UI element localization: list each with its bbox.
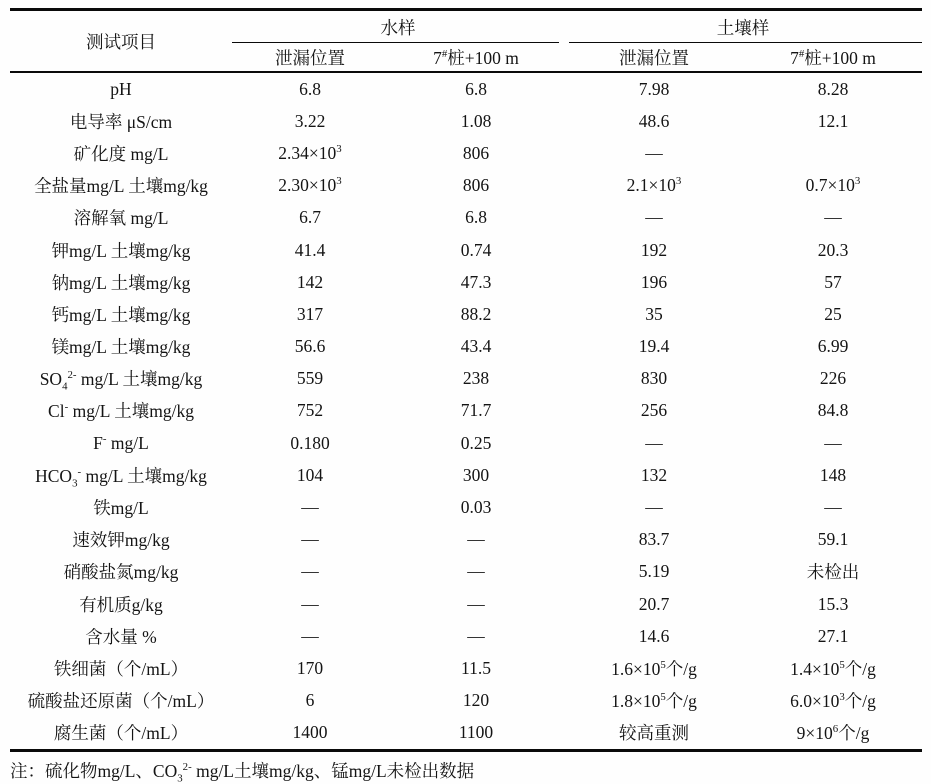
- table-row: [10, 331, 922, 363]
- cell-value: 6: [305, 690, 315, 711]
- table-row: [10, 685, 922, 717]
- cell-value: 20.7: [638, 593, 670, 614]
- cell-value: —: [301, 529, 319, 550]
- cell-value: 较高重测: [619, 723, 689, 744]
- table-row: [10, 137, 922, 169]
- table-row: [10, 491, 922, 523]
- cell-item-label: 钾mg/L 土壤mg/kg: [51, 240, 191, 261]
- cell-value: —: [301, 593, 319, 614]
- cell-value: $9\times 10^6$个/g: [796, 723, 870, 744]
- table-row: [10, 427, 922, 459]
- cell-value: 238: [462, 368, 490, 389]
- cell-value: 27.1: [817, 625, 849, 646]
- cell-value: 192: [640, 239, 668, 260]
- cell-value: 226: [819, 368, 847, 389]
- cell-item-label: $SO_4^{2-}$ mg/L 土壤mg/kg: [39, 369, 203, 393]
- cell-item-label: 镁mg/L 土壤mg/kg: [51, 337, 191, 358]
- cell-value: 6.8: [465, 78, 487, 99]
- cell-value: 6.99: [817, 336, 849, 357]
- cell-value: 3.22: [294, 110, 326, 131]
- cell-value: 14.6: [638, 625, 670, 646]
- cell-value: —: [467, 625, 485, 646]
- cell-item-label: 硝酸盐氮mg/kg: [63, 562, 179, 583]
- sample-test-table: [10, 8, 922, 752]
- table-row: [10, 588, 922, 620]
- cell-value: 88.2: [460, 303, 492, 324]
- cell-item-label: 含水量 %: [85, 626, 157, 647]
- cell-item-label: 铁细菌（个/mL）: [53, 658, 189, 679]
- cell-value: $0.7\times 10^3$: [805, 175, 861, 196]
- cell-value: 170: [296, 657, 324, 678]
- cell-value: —: [467, 593, 485, 614]
- cell-value: —: [301, 561, 319, 582]
- cell-value: $2.30\times 10^3$: [278, 175, 342, 196]
- cell-value: —: [467, 561, 485, 582]
- cell-value: —: [467, 529, 485, 550]
- cell-value: —: [824, 432, 842, 453]
- cell-value: 19.4: [638, 336, 670, 357]
- cell-value: 43.4: [460, 336, 492, 357]
- cell-value: 148: [819, 464, 847, 485]
- cell-value: 300: [462, 464, 490, 485]
- cell-value: 41.4: [294, 239, 326, 260]
- column-group-water-sample: 水样: [232, 10, 564, 44]
- cell-value: 48.6: [638, 110, 670, 131]
- cell-value: $6.0\times 10^3$个/g: [790, 691, 876, 712]
- cell-value: 132: [640, 464, 668, 485]
- cell-value: 35: [645, 303, 663, 324]
- cell-value: 0.180: [290, 432, 330, 453]
- cell-item-label: 溶解氧 mg/L: [73, 208, 169, 229]
- cell-value: —: [301, 497, 319, 518]
- cell-value: —: [645, 142, 663, 163]
- cell-value: 256: [640, 400, 668, 421]
- cell-value: 6.8: [299, 78, 321, 99]
- table-row: [10, 298, 922, 330]
- cell-value: 未检出: [806, 562, 860, 583]
- cell-value: 84.8: [817, 400, 849, 421]
- cell-value: 1100: [458, 722, 494, 743]
- table-row: [10, 202, 922, 234]
- cell-value: 6.7: [299, 207, 321, 228]
- column-group-soil-sample: 土壤样: [564, 10, 922, 44]
- cell-value: 7.98: [638, 78, 670, 99]
- cell-item-label: 钙mg/L 土壤mg/kg: [51, 304, 191, 325]
- cell-value: —: [824, 207, 842, 228]
- cell-value: 806: [462, 175, 490, 196]
- cell-value: 12.1: [817, 110, 849, 131]
- cell-value: —: [301, 625, 319, 646]
- cell-item-label: 电导率 μS/cm: [69, 111, 173, 132]
- table-row: [10, 524, 922, 556]
- cell-value: —: [824, 497, 842, 518]
- cell-value: 20.3: [817, 239, 849, 260]
- cell-value: 71.7: [460, 400, 492, 421]
- cell-item-label: pH: [110, 78, 132, 99]
- cell-item-label: 钠mg/L 土壤mg/kg: [51, 272, 191, 293]
- cell-item-label: 有机质g/kg: [79, 594, 163, 615]
- cell-value: 1.08: [460, 110, 492, 131]
- column-header-water-leak-location: 泄漏位置: [232, 43, 388, 72]
- table-row: [10, 105, 922, 137]
- footnote: 注：硫化物mg/L、$CO_3^{2-}$ mg/L土壤mg/kg、锰mg/L未检出数据: [10, 760, 475, 784]
- cell-value: $1.6\times 10^5$个/g: [611, 658, 697, 679]
- table-row: [10, 363, 922, 395]
- cell-value: 0.25: [460, 432, 492, 453]
- table-row: [10, 395, 922, 427]
- cell-value: $1.8\times 10^5$个/g: [611, 691, 697, 712]
- table-row: [10, 652, 922, 684]
- table-row: [10, 266, 922, 298]
- cell-value: 559: [296, 368, 324, 389]
- cell-value: 120: [462, 690, 490, 711]
- cell-value: 142: [296, 271, 324, 292]
- cell-value: 0.03: [460, 497, 492, 518]
- cell-value: $2.1\times 10^3$: [626, 175, 682, 196]
- table-body: [10, 72, 922, 750]
- cell-value: 11.5: [461, 657, 491, 678]
- cell-value: 6.8: [465, 207, 487, 228]
- cell-value: 0.74: [460, 239, 492, 260]
- cell-item-label: 硫酸盐还原菌（个/mL）: [27, 691, 215, 712]
- cell-value: —: [645, 207, 663, 228]
- cell-item-label: Cl- mg/L 土壤mg/kg: [48, 401, 194, 422]
- cell-value: 59.1: [817, 529, 849, 550]
- cell-value: 752: [296, 400, 324, 421]
- cell-value: —: [645, 432, 663, 453]
- cell-value: 8.28: [817, 78, 849, 99]
- header-group-row: [10, 10, 922, 44]
- column-header-test-item: 测试项目: [10, 10, 232, 73]
- cell-item-label: 全盐量mg/L 土壤mg/kg: [34, 176, 208, 197]
- cell-value: 5.19: [638, 561, 670, 582]
- column-header-soil-leak-location: 泄漏位置: [564, 43, 744, 72]
- table-row: [10, 556, 922, 588]
- table-row: [10, 717, 922, 751]
- cell-value: 47.3: [460, 271, 492, 292]
- cell-value: 56.6: [294, 336, 326, 357]
- cell-item-label: 腐生菌（个/mL）: [53, 723, 189, 744]
- table-row: [10, 72, 922, 105]
- table-row: [10, 620, 922, 652]
- cell-value: 57: [824, 271, 842, 292]
- column-header-soil-pile7-100m: 7#桩+100 m: [744, 43, 922, 72]
- cell-item-label: 铁mg/L: [93, 498, 149, 519]
- cell-item-label: 矿化度 mg/L: [73, 143, 169, 164]
- cell-value: 83.7: [638, 529, 670, 550]
- cell-value: 806: [462, 142, 490, 163]
- cell-item-label: 速效钾mg/kg: [72, 530, 170, 551]
- cell-value: 25: [824, 303, 842, 324]
- cell-item-label: F- mg/L: [93, 432, 149, 453]
- cell-value: $2.34\times 10^3$: [278, 142, 342, 163]
- cell-item-label: $HCO_3^-$ mg/L 土壤mg/kg: [35, 465, 207, 490]
- column-header-water-pile7-100m: 7#桩+100 m: [388, 43, 564, 72]
- table-row: [10, 234, 922, 266]
- cell-value: 317: [296, 303, 324, 324]
- table-row: [10, 459, 922, 491]
- cell-value: 830: [640, 368, 668, 389]
- cell-value: —: [645, 497, 663, 518]
- cell-value: 196: [640, 271, 668, 292]
- cell-value: [744, 137, 922, 169]
- cell-value: $1.4\times 10^5$个/g: [790, 658, 876, 679]
- cell-value: 15.3: [817, 593, 849, 614]
- table-row: [10, 170, 922, 202]
- cell-value: 104: [296, 464, 324, 485]
- table-header: [10, 10, 922, 73]
- cell-value: 1400: [292, 722, 328, 743]
